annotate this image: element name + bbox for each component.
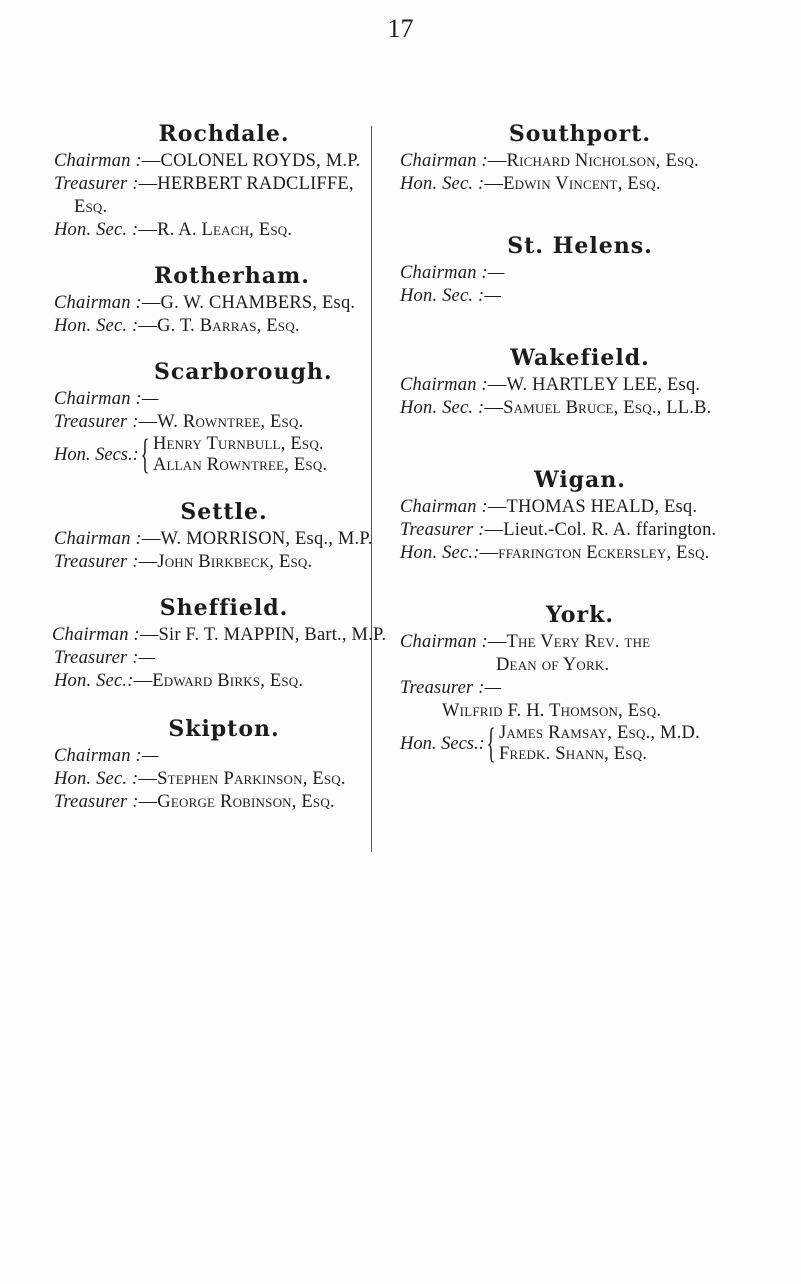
section-heading: Skipton. — [168, 716, 280, 742]
treasurer-name: Wilfrid F. H. Thomson, Esq. — [442, 701, 662, 721]
section-heading: Rotherham. — [154, 263, 310, 289]
chairman-line: Chairman :—G. W. CHAMBERS, Esq. — [54, 293, 356, 313]
section-heading: York. — [546, 602, 614, 628]
chairman-line: Chairman :—THOMAS HEALD, Esq. — [400, 497, 698, 517]
chairman-line: Chairman :— — [400, 263, 505, 283]
hon-secs-block — [400, 723, 760, 765]
hon-sec-line: Hon. Sec.:—ffarington Eckersley, Esq. — [400, 543, 710, 563]
page-number: 17 — [387, 14, 414, 43]
section-scarborough — [54, 358, 384, 476]
section-settle — [54, 498, 384, 574]
hon-secs-label: Hon. Secs.: — [400, 733, 485, 754]
chairman-line: Chairman :— — [54, 389, 159, 409]
section-southport — [400, 120, 760, 196]
section-heading: St. Helens. — [507, 233, 653, 259]
section-st-helens — [400, 232, 760, 308]
chairman-line: Chairman :— — [54, 746, 159, 766]
chairman-line: Chairman :—COLONEL ROYDS, M.P. — [54, 151, 361, 171]
section-sheffield — [52, 594, 387, 693]
section-heading: Rochdale. — [158, 121, 290, 147]
hon-secs-label: Hon. Secs.: — [54, 444, 139, 465]
section-rochdale — [54, 120, 384, 242]
section-heading: Wigan. — [534, 467, 626, 493]
brace-icon: { — [140, 432, 150, 478]
treasurer-line: Treasurer :—Lieut.-Col. R. A. ffarington. — [400, 520, 717, 540]
brace-icon: { — [486, 721, 496, 767]
chairman-line: Chairman :—Sir F. T. MAPPIN, Bart., M.P. — [52, 625, 387, 645]
section-heading: Settle. — [180, 499, 268, 525]
hon-sec-line: Hon. Sec. :—Stephen Parkinson, Esq. — [54, 769, 346, 789]
chairman-line: Chairman :—Richard Nicholson, Esq. — [400, 151, 699, 171]
treasurer-line-cont: Esq. — [74, 197, 108, 217]
hon-sec-line: Hon. Sec. :—Edwin Vincent, Esq. — [400, 174, 661, 194]
treasurer-line: Treasurer :— — [54, 648, 156, 668]
right-column — [400, 120, 760, 765]
hon-sec-line: Hon. Sec. :—Samuel Bruce, Esq., LL.B. — [400, 398, 712, 418]
treasurer-line: Treasurer :—W. Rowntree, Esq. — [54, 412, 304, 432]
hon-sec-line: Hon. Sec.:—Edward Birks, Esq. — [54, 671, 304, 691]
treasurer-line: Treasurer :— — [400, 678, 502, 698]
chairman-line: Chairman :—W. HARTLEY LEE, Esq. — [400, 375, 701, 395]
section-heading: Wakefield. — [510, 345, 650, 371]
section-york — [400, 601, 760, 765]
hon-sec-line: Hon. Sec. :—G. T. Barras, Esq. — [54, 316, 300, 336]
hon-secs-names: Henry Turnbull, Esq. Allan Rowntree, Esq. — [152, 434, 328, 475]
section-wigan — [400, 466, 760, 565]
treasurer-line: Treasurer :—John Birkbeck, Esq. — [54, 552, 313, 572]
section-heading: Sheffield. — [159, 595, 289, 621]
hon-secs-block — [54, 434, 384, 476]
treasurer-line: Treasurer :—HERBERT RADCLIFFE, — [54, 174, 354, 194]
hon-secs-names: James Ramsay, Esq., M.D. Fredk. Shann, Esq. — [498, 723, 700, 764]
section-skipton — [54, 715, 384, 814]
treasurer-line: Treasurer :—George Robinson, Esq. — [54, 792, 335, 812]
chairman-line-cont: Dean of York. — [496, 655, 610, 675]
chairman-line: Chairman :—The Very Rev. the — [400, 632, 651, 652]
section-heading: Southport. — [508, 121, 652, 147]
section-wakefield — [400, 344, 760, 420]
hon-sec-line: Hon. Sec. :—R. A. Leach, Esq. — [54, 220, 293, 240]
section-heading: Scarborough. — [154, 359, 333, 385]
hon-sec-line: Hon. Sec. :— — [400, 286, 502, 306]
left-column — [52, 120, 387, 814]
chairman-line: Chairman :—W. MORRISON, Esq., M.P. — [54, 529, 373, 549]
section-rotherham — [54, 262, 384, 338]
